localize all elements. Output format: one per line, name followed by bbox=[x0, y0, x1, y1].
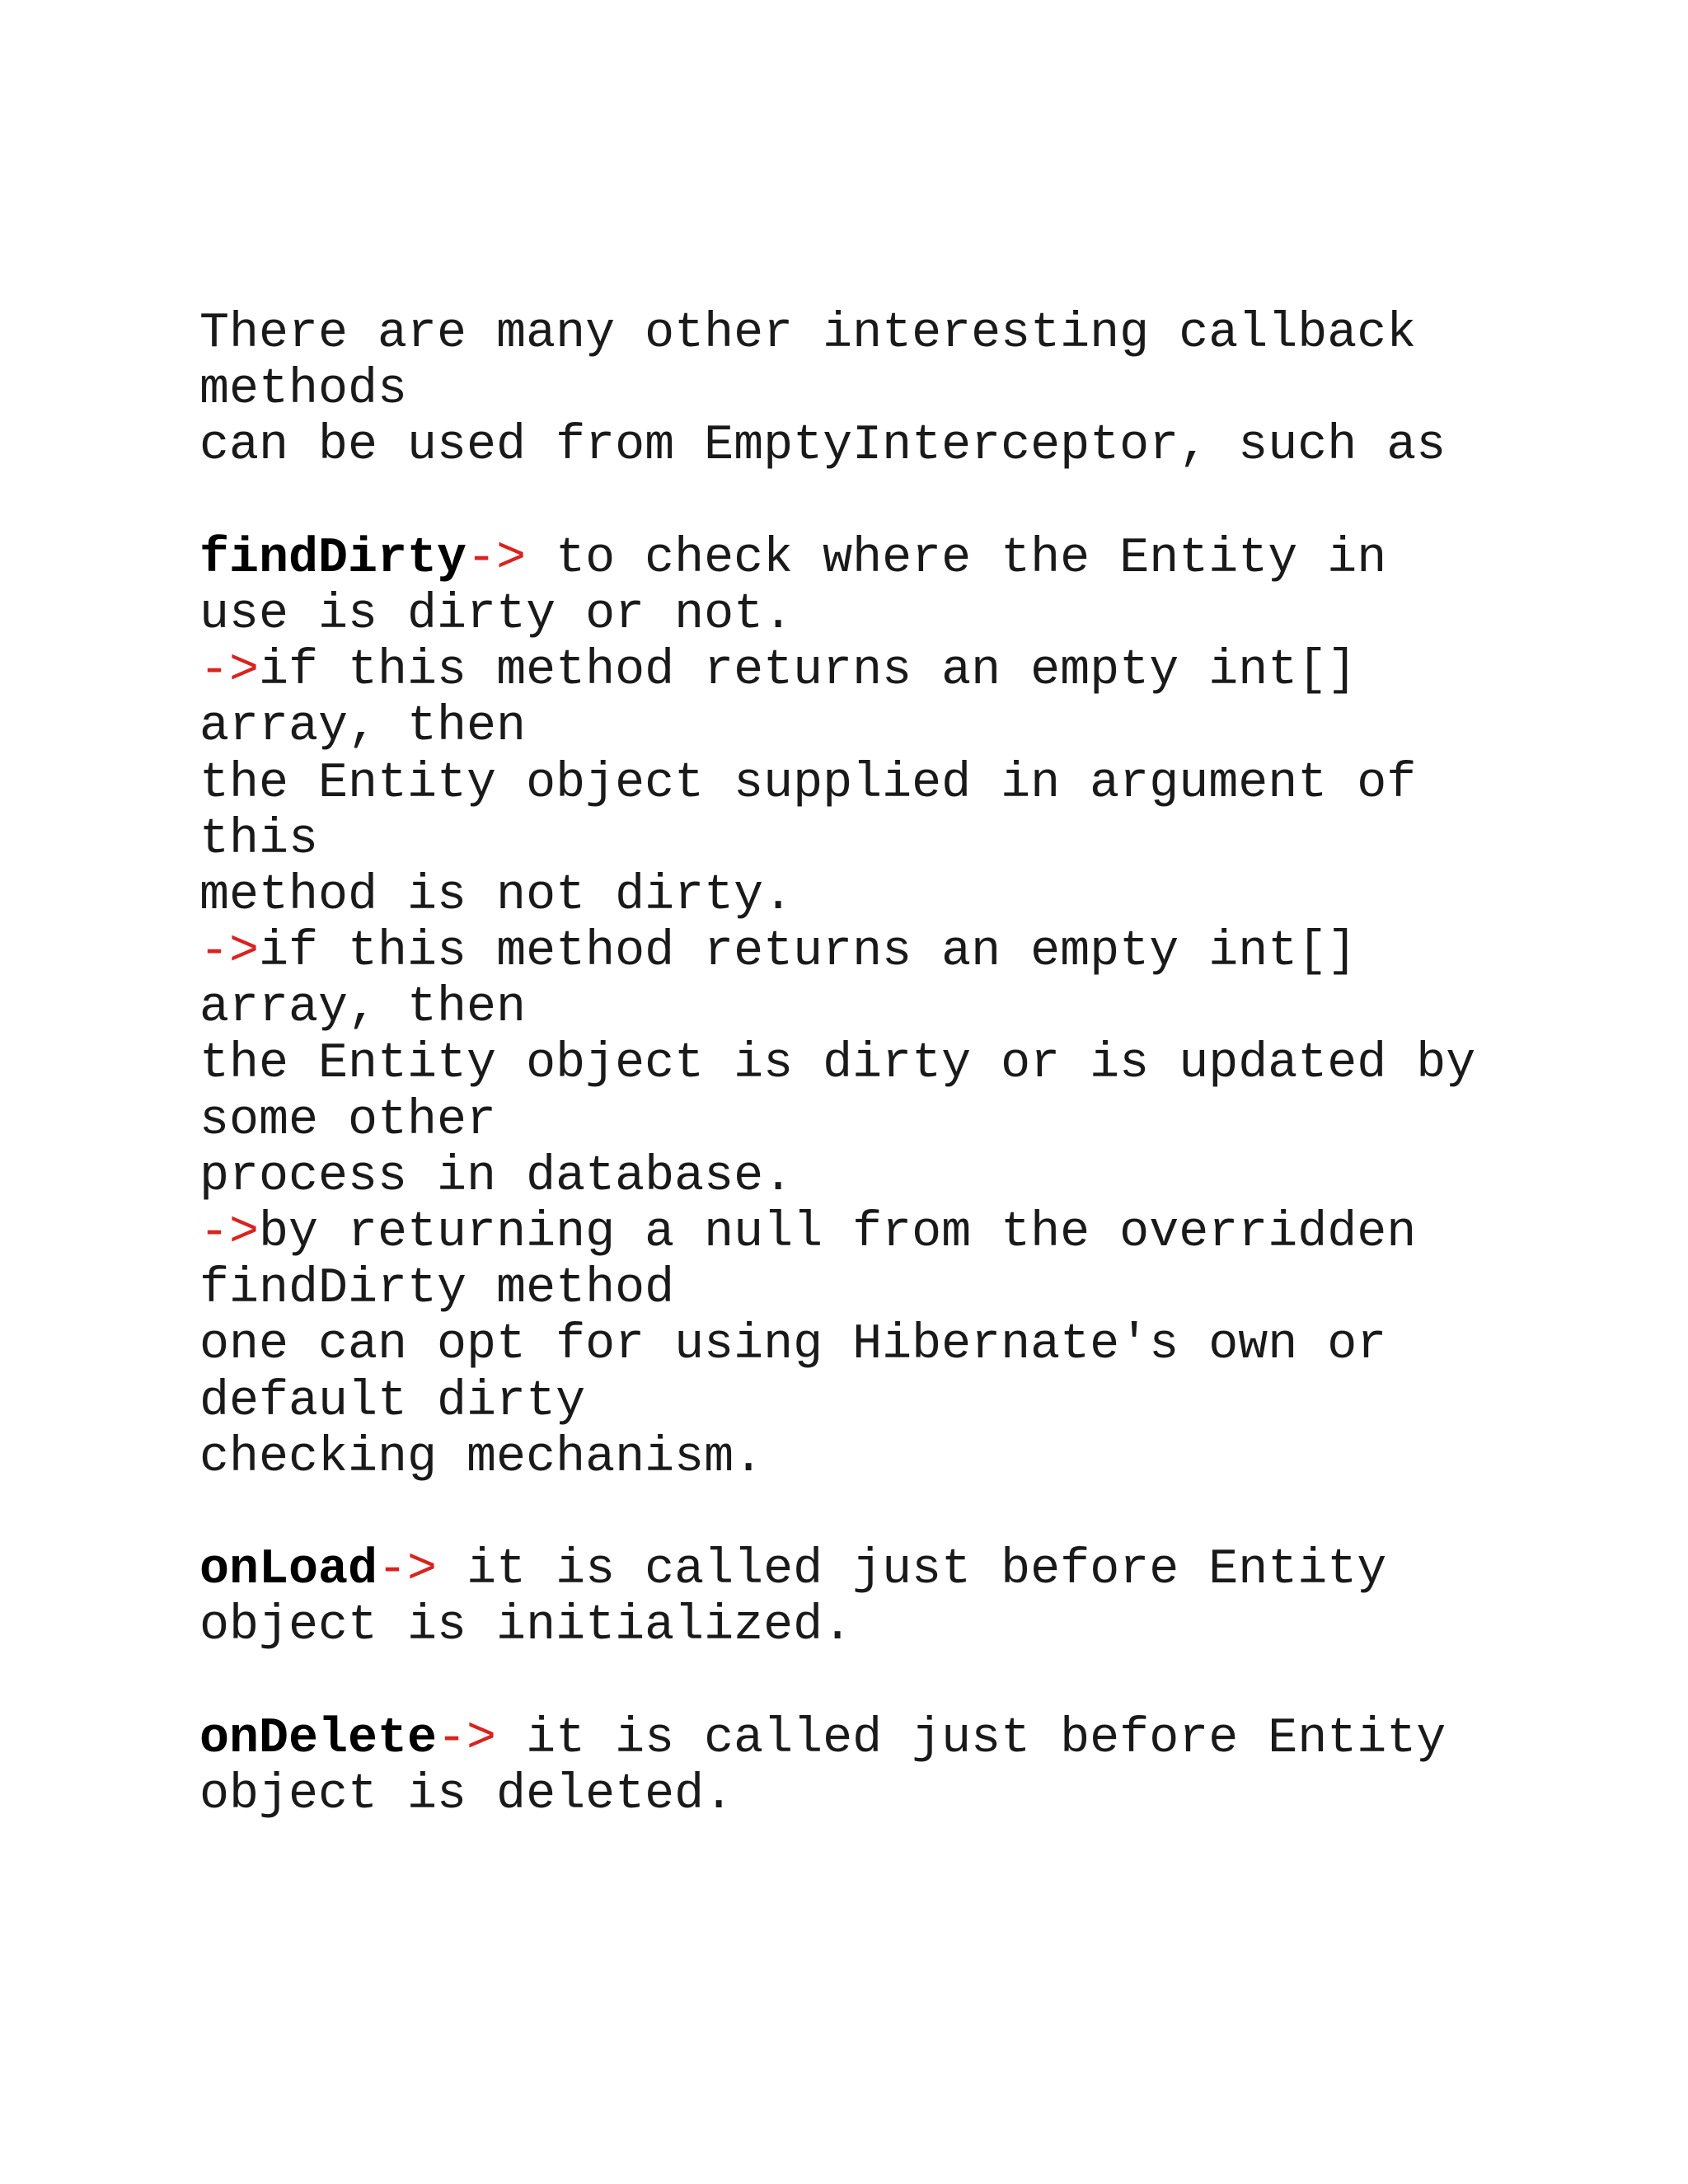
arrow-symbol: -> bbox=[467, 530, 527, 587]
finddirty-point-first-line bbox=[199, 643, 1601, 699]
onload-line: object is initialized. bbox=[199, 1598, 853, 1655]
arrow-symbol: -> bbox=[437, 1710, 497, 1767]
intro-line: There are many other interesting callback bbox=[199, 306, 1417, 362]
arrow-symbol: -> bbox=[377, 1542, 438, 1599]
ondelete-line: object is deleted. bbox=[199, 1766, 734, 1823]
finddirty-point-line: the Entity object is dirty or is updated by bbox=[199, 1036, 1476, 1093]
paragraph-gap bbox=[199, 1486, 1601, 1542]
onload-heading-line bbox=[199, 1542, 1601, 1598]
finddirty-point-line: one can opt for using Hibernate's own or bbox=[199, 1317, 1387, 1374]
finddirty-point-line: default dirty bbox=[199, 1373, 586, 1430]
finddirty-point-line: this bbox=[199, 811, 319, 868]
paragraph-gap bbox=[199, 1655, 1601, 1711]
finddirty-point-line: process in database. bbox=[199, 1148, 794, 1205]
arrow-symbol: -> bbox=[199, 1205, 260, 1261]
ondelete-heading-line bbox=[199, 1711, 1601, 1767]
intro-line: can be used from EmptyInterceptor, such as bbox=[199, 418, 1447, 475]
finddirty-point-first-line bbox=[199, 1205, 1601, 1261]
ondelete-description: it is called just before Entity bbox=[496, 1710, 1447, 1767]
finddirty-point-line: findDirty method bbox=[199, 1261, 675, 1318]
onload-term: onLoad bbox=[199, 1542, 378, 1599]
point-text: if this method returns an empty int[] bbox=[259, 924, 1357, 981]
point-text: by returning a null from the overridden bbox=[259, 1205, 1417, 1261]
point-text: if this method returns an empty int[] bbox=[259, 643, 1357, 700]
finddirty-point-line: method is not dirty. bbox=[199, 867, 794, 924]
finddirty-point-line: array, then bbox=[199, 699, 527, 756]
document-body bbox=[199, 306, 1601, 1823]
finddirty-term: findDirty bbox=[199, 530, 467, 587]
arrow-symbol: -> bbox=[199, 643, 260, 700]
arrow-symbol: -> bbox=[199, 924, 260, 981]
finddirty-point-first-line bbox=[199, 924, 1601, 980]
paragraph-gap bbox=[199, 475, 1601, 531]
intro-line: methods bbox=[199, 362, 408, 419]
onload-description: it is called just before Entity bbox=[437, 1542, 1387, 1599]
finddirty-heading-line bbox=[199, 531, 1601, 587]
finddirty-line: use is dirty or not. bbox=[199, 586, 794, 643]
finddirty-point-line: the Entity object supplied in argument of bbox=[199, 755, 1417, 812]
ondelete-term: onDelete bbox=[199, 1710, 438, 1767]
finddirty-point-line: some other bbox=[199, 1092, 497, 1149]
finddirty-description: to check where the Entity in bbox=[526, 530, 1387, 587]
finddirty-point-line: checking mechanism. bbox=[199, 1429, 764, 1486]
finddirty-point-line: array, then bbox=[199, 980, 527, 1037]
